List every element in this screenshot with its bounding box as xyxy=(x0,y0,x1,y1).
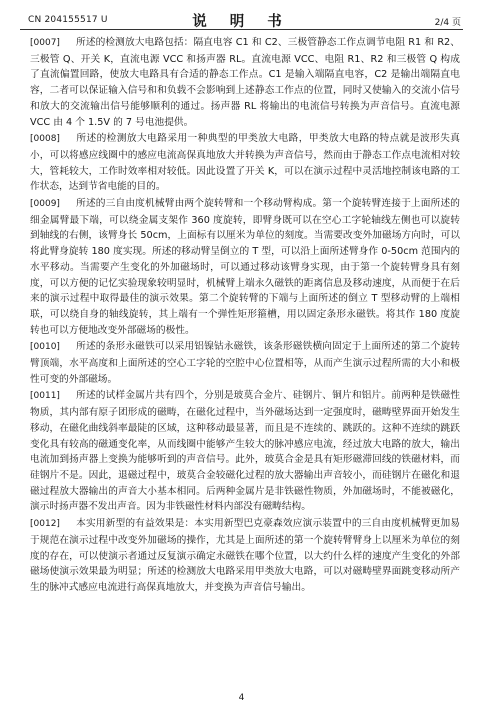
paragraph-text: 所述的试样金属片共有四个，分别是玻莫合金片、硅钢片、铜片和铝片。前两种是铁磁性物质，其内部有原子团形成的磁畴，在磁化过程中，当外磁场达到一定强度时，磁畴壁界面开始发生移动，在磁化曲线斜率最陡的区域，这种移动最显著，而且是不连续的、跳跃的。这种不连续的跳跃变化具有较高的磁通变化率，从而线圈中能够产生较大的脉冲感应电流，经过放大电路的放大，输出电流加到扬声器上变换为能够听到的声音信号。此外，玻莫合金是具有矩形磁滞回线的铁磁材料，而硅钢片不是。因此，退磁过程中，玻莫合金较磁化过程的放大器输出声音较小，而硅钢片在磁化和退磁过程放大器输出的声音大小基本相同。后两种金属片是非铁磁性物质，外加磁场时，不能被磁化，演示时扬声器不发出声音。因为非铁磁性材料内部没有磁畴结构。 xyxy=(30,390,460,513)
page-index: 2/4 页 xyxy=(434,18,461,28)
paragraph-text: 所述的检测放大电路包括：隔直电容 C1 和 C2、三极管静态工作点调节电阻 R1 和 R2、三极管 Q、开关 K，直流电源 VCC 和扬声器 RL。直流电源 VCC、电阻 R1、R2 和三极管 Q 构成了直流偏置回路，使放大电路具有合适的静态工作点。C1 是输入端隔直电容，C2 是输出端隔直电容，二者可以保证输入信号和和负载不会影响到上述静态工作点的位置，同时又使输入的交流小信号和放大的交流输出信号能够顺利的通过。扬声器 RL 将输出的电流信号转换为声音信号。直流电源 VCC 由 4 个 1.5V 的 7 号电池提供。 xyxy=(30,37,460,128)
page-header xyxy=(0,0,483,30)
paragraph-number: [0012] xyxy=(30,519,60,530)
paragraph-text: 所述的检测放大电路采用一种典型的甲类放大电路，甲类放大电路的特点就是波形失真小，可以将感应线圈中的感应电流高保真地放大并转换为声音信号，然而由于静态工作点电流相对较大，管耗较大，工作时效率相对较低。因此设置了开关 K，可以在演示过程中灵活地控制该电路的工作状态，达到节省电能的目的。 xyxy=(30,133,460,193)
document-id: CN 204155517 U xyxy=(28,15,108,25)
paragraph-number: [0011] xyxy=(30,391,60,402)
document-title: 说 明 书 xyxy=(192,14,291,30)
paragraph-number: [0007] xyxy=(30,38,60,48)
paragraph-number: [0010] xyxy=(30,342,60,353)
paragraph-number: [0009] xyxy=(30,199,60,210)
paragraph-0012 xyxy=(30,516,460,596)
paragraph-number: [0008] xyxy=(30,134,60,145)
header-rule xyxy=(20,29,463,30)
paragraph-0009 xyxy=(30,196,460,338)
paragraph-0007 xyxy=(30,35,460,130)
paragraph-0011 xyxy=(30,388,460,515)
paragraph-0008 xyxy=(30,131,460,195)
paragraph-0010 xyxy=(30,339,460,387)
document-body xyxy=(30,35,460,597)
paragraph-text: 本实用新型的有益效果是：本实用新型巴克豪森效应演示装置中的三自由度机械臂更加易于规范在演示过程中改变外加磁场的操作，尤其是上面所述的第一个旋转臂臂身上以厘米为单位的刻度的存在，可以使演示者通过反复演示确定永磁铁在哪个位置，以大约什么样的速度产生变化的外部磁场使演示效果最为明显；所述的检测放大电路采用甲类放大电路，可以对磁畴壁界面跳变移动所产生的脉冲式感应电流进行高保真地放大，并变换为声音信号输出。 xyxy=(30,518,460,593)
paragraph-text: 所述的条形永磁铁可以采用铝镍钴永磁铁，该条形磁铁横向固定于上面所述的第二个旋转臂顶端，水平高度和上面所述的空心工字轮的空腔中心位置相等，从而产生演示过程所需的大小和极性可变的外部磁场。 xyxy=(30,341,460,385)
paragraph-text: 所述的三自由度机械臂由两个旋转臂和一个移动臂构成。第一个旋转臂连接于上面所述的细金属臂最下端，可以绕金属支架作 360 度旋转，即臂身既可以在空心工字轮轴线左侧也可以旋转到轴线的右侧，该臂身长 50cm，上面标有以厘米为单位的刻度。当需要改变外加磁场方向时，可以将此臂身旋转 180 度实现。所述的移动臂呈倒立的 T 型，可以沿上面所述臂身作 0-50cm 范围内的水平移动。当需要产生变化的外加磁场时，可以通过移动该臂身实现，由于第一个旋转臂身具有刻度，可以方便的记忆实验现象较明显时，机械臂上端永久磁铁的距离信息及移动速度，从而便于在后来的演示过程中取得最佳的演示效果。第二个旋转臂的下端与上面所述的倒立 T 型移动臂的上端相联，可以绕自身的轴线旋转，其上端有一个弹性矩形箍槽，用以固定条形永磁铁。将其作 180 度旋转也可以方便地改变外部磁场的极性。 xyxy=(30,198,460,336)
page-number: 4 xyxy=(238,693,245,703)
